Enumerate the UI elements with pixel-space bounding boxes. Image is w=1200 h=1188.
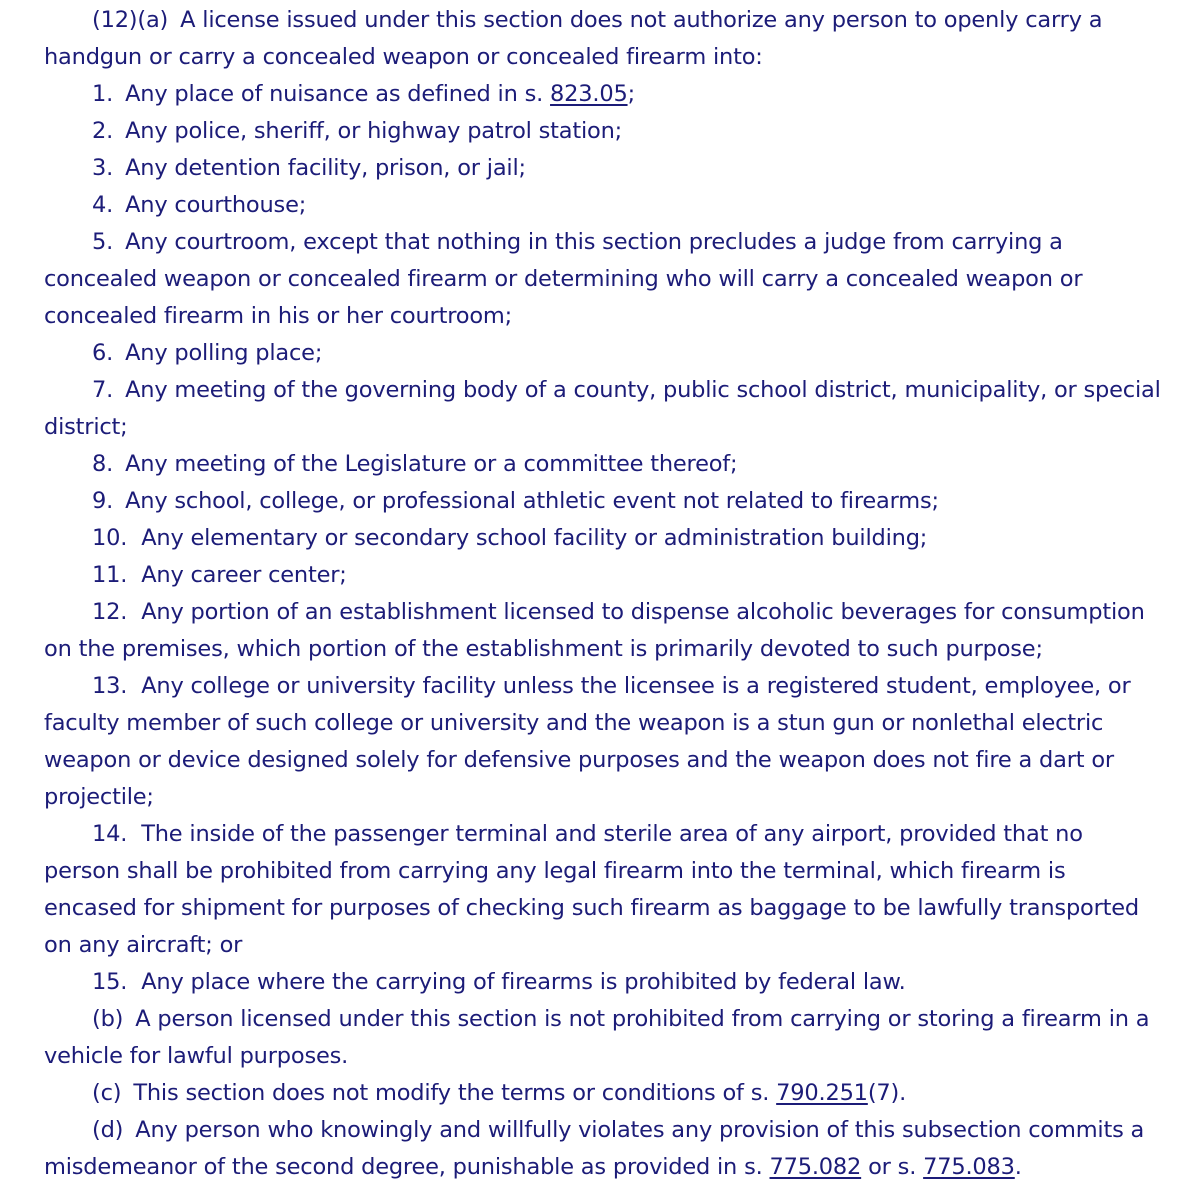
item-number: 10. [92, 525, 128, 551]
paragraph-text: A person licensed under this section is not prohibited from carrying or storing a firearm in a vehicle for lawful purposes. [44, 1006, 1150, 1069]
paragraph-number: (12)(a) [92, 7, 169, 33]
item-text: Any meeting of the governing body of a county, public school district, municipality, or special district; [44, 377, 1161, 440]
item-text: The inside of the passenger terminal and sterile area of any airport, provided that no person shall be prohibited from carrying any legal firearm into the terminal, which firearm is encased for shipment for purposes of checking such firearm as baggage to be lawfully transported on any aircraft; or [44, 821, 1140, 958]
item-text: Any elementary or secondary school facility or administration building; [141, 525, 928, 551]
paragraph-c [44, 1075, 1164, 1112]
item-text-end: ; [627, 81, 635, 107]
paragraph-text-middle: or s. [861, 1154, 924, 1180]
item-number: 13. [92, 673, 128, 699]
list-item-12 [44, 594, 1164, 668]
list-item-7 [44, 372, 1164, 446]
item-text: Any college or university facility unless the licensee is a registered student, employee, or faculty member of such college or university and the weapon is a stun gun or nonlethal electric weapon or device designed solely for defensive purposes and the weapon does not fire a dart or projectile; [44, 673, 1131, 810]
list-item-6 [44, 335, 1164, 372]
list-item-3 [44, 150, 1164, 187]
item-number: 6. [92, 340, 114, 366]
list-item-15 [44, 964, 1164, 1001]
item-text: Any place where the carrying of firearms is prohibited by federal law. [141, 969, 906, 995]
item-number: 4. [92, 192, 114, 218]
list-item-10 [44, 520, 1164, 557]
item-number: 12. [92, 599, 128, 625]
item-text: Any police, sheriff, or highway patrol station; [125, 118, 623, 144]
paragraph-b [44, 1001, 1164, 1075]
item-number: 5. [92, 229, 114, 255]
list-item-9 [44, 483, 1164, 520]
paragraph-text: A license issued under this section does not authorize any person to openly carry a handgun or carry a concealed weapon or concealed firearm into: [44, 7, 1103, 70]
item-number: 1. [92, 81, 114, 107]
item-number: 3. [92, 155, 114, 181]
item-text: Any polling place; [125, 340, 323, 366]
paragraph-text: This section does not modify the terms or conditions of s. [133, 1080, 777, 1106]
paragraph-text: Any person who knowingly and willfully violates any provision of this subsection commits a misdemeanor of the second degree, punishable as provided in s. [44, 1117, 1145, 1180]
list-item-1 [44, 76, 1164, 113]
list-item-4 [44, 187, 1164, 224]
paragraph-12a [44, 2, 1164, 76]
list-item-13 [44, 668, 1164, 816]
list-item-5 [44, 224, 1164, 335]
item-text: Any courtroom, except that nothing in this section precludes a judge from carrying a concealed weapon or concealed firearm or determining who will carry a concealed weapon or concealed firearm in his or her courtroom; [44, 229, 1083, 329]
list-item-11 [44, 557, 1164, 594]
paragraph-number: (d) [92, 1117, 124, 1143]
item-text: Any school, college, or professional athletic event not related to firearms; [125, 488, 939, 514]
list-item-2 [44, 113, 1164, 150]
item-number: 11. [92, 562, 128, 588]
item-text: Any career center; [141, 562, 347, 588]
item-text: Any meeting of the Legislature or a committee thereof; [125, 451, 738, 477]
item-number: 7. [92, 377, 114, 403]
item-number: 8. [92, 451, 114, 477]
paragraph-text-end: (7). [867, 1080, 907, 1106]
paragraph-text-end: . [1014, 1154, 1022, 1180]
item-text: Any portion of an establishment licensed to dispense alcoholic beverages for consumption on the premises, which portion of the establishment is primarily devoted to such purpose; [44, 599, 1145, 662]
item-number: 2. [92, 118, 114, 144]
paragraph-number: (c) [92, 1080, 122, 1106]
item-text: Any detention facility, prison, or jail; [125, 155, 526, 181]
list-item-14 [44, 816, 1164, 964]
item-number: 9. [92, 488, 114, 514]
item-text: Any place of nuisance as defined in s. [125, 81, 551, 107]
statute-document [44, 2, 1164, 1186]
paragraph-d [44, 1112, 1164, 1186]
item-number: 14. [92, 821, 128, 847]
item-text: Any courthouse; [125, 192, 307, 218]
item-number: 15. [92, 969, 128, 995]
paragraph-number: (b) [92, 1006, 124, 1032]
statute-link-823-05[interactable]: 823.05 [550, 81, 628, 107]
statute-link-775-083[interactable]: 775.083 [923, 1154, 1015, 1180]
statute-link-775-082[interactable]: 775.082 [769, 1154, 862, 1180]
statute-link-790-251[interactable]: 790.251 [776, 1080, 868, 1106]
list-item-8 [44, 446, 1164, 483]
